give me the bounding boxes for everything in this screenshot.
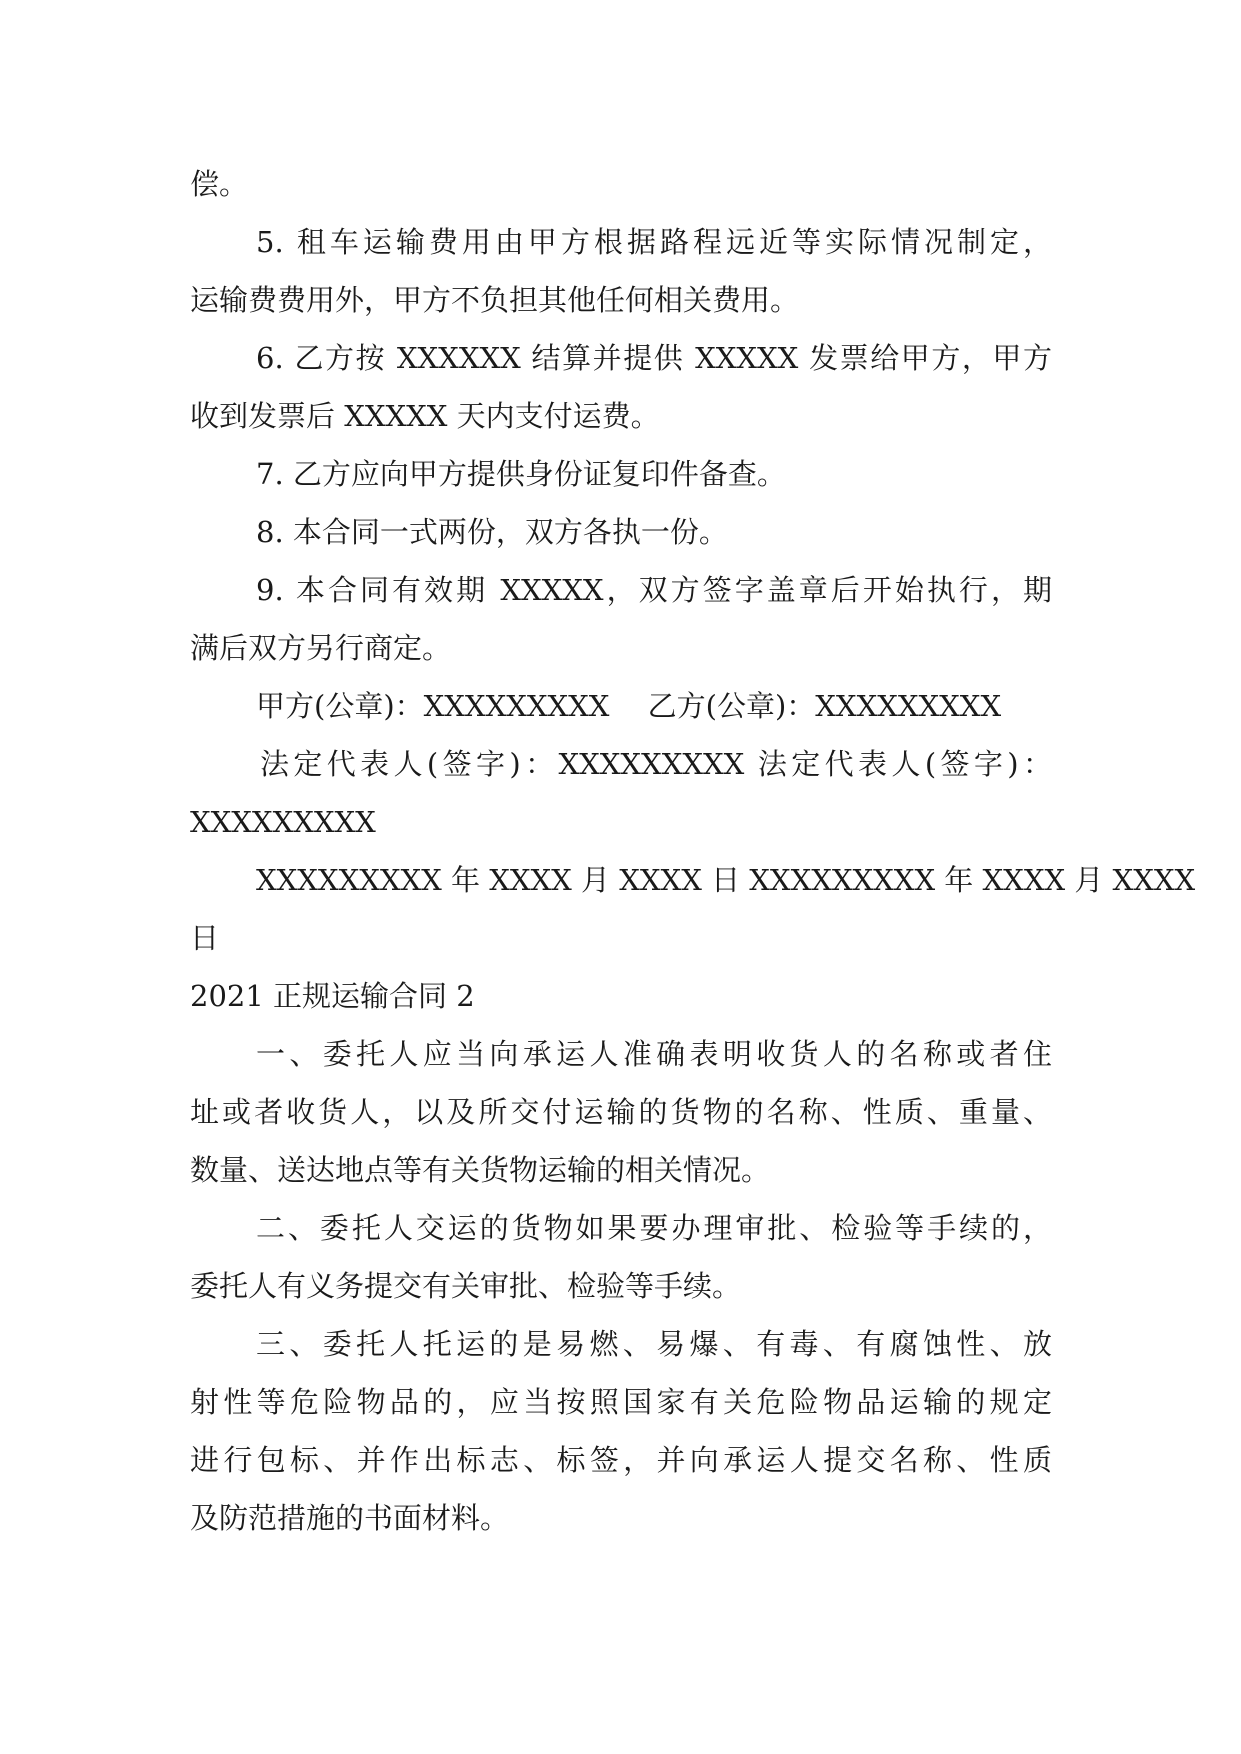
- text-line: 委托人有义务提交有关审批、检验等手续。: [190, 1269, 742, 1303]
- text-line: 三、委托人托运的是易燃、易爆、有毒、有腐蚀性、放: [256, 1327, 1052, 1361]
- text-line: 进行包标、并作出标志、标签，并向承运人提交名称、性质: [190, 1443, 1052, 1477]
- document-page: [190, 155, 1196, 1547]
- text-line: 二、委托人交运的货物如果要办理审批、检验等手续的，: [256, 1211, 1052, 1245]
- text-line: 8. 本合同一式两份，双方各执一份。: [256, 515, 728, 549]
- text-line: 5. 租车运输费用由甲方根据路程远近等实际情况制定，: [256, 225, 1052, 259]
- text-line: 址或者收货人，以及所交付运输的货物的名称、性质、重量、: [190, 1095, 1052, 1129]
- signature-line: XXXXXXXXX: [190, 805, 376, 839]
- text-line: 偿。: [190, 167, 249, 201]
- text-line: 满后双方另行商定。: [190, 631, 452, 665]
- section-title: 2021 正规运输合同 2: [190, 979, 475, 1013]
- text-line: 及防范措施的书面材料。: [190, 1501, 510, 1535]
- text-line: 数量、送达地点等有关货物运输的相关情况。: [190, 1153, 771, 1187]
- text-line: 一、委托人应当向承运人准确表明收货人的名称或者住: [256, 1037, 1052, 1071]
- signature-line: 法定代表人(签字)：XXXXXXXXX 法定代表人(签字)：: [260, 747, 1052, 781]
- text-line: 9. 本合同有效期 XXXXX，双方签字盖章后开始执行，期: [256, 573, 1052, 607]
- text-line: 收到发票后 XXXXX 天内支付运费。: [190, 399, 660, 433]
- text-line: 射性等危险物品的，应当按照国家有关危险物品运输的规定: [190, 1385, 1052, 1419]
- text-line: 运输费费用外，甲方不负担其他任何相关费用。: [190, 283, 800, 317]
- text-line: 7. 乙方应向甲方提供身份证复印件备查。: [256, 457, 786, 491]
- date-line: 日: [190, 921, 220, 955]
- date-line: XXXXXXXXX 年 XXXX 月 XXXX 日 XXXXXXXXX 年 XXXX 月 XXXX: [256, 863, 1196, 897]
- text-line: 6. 乙方按 XXXXXX 结算并提供 XXXXX 发票给甲方，甲方: [256, 341, 1052, 375]
- signature-line: 甲方(公章)：XXXXXXXXX 乙方(公章)：XXXXXXXXX: [256, 689, 1002, 723]
